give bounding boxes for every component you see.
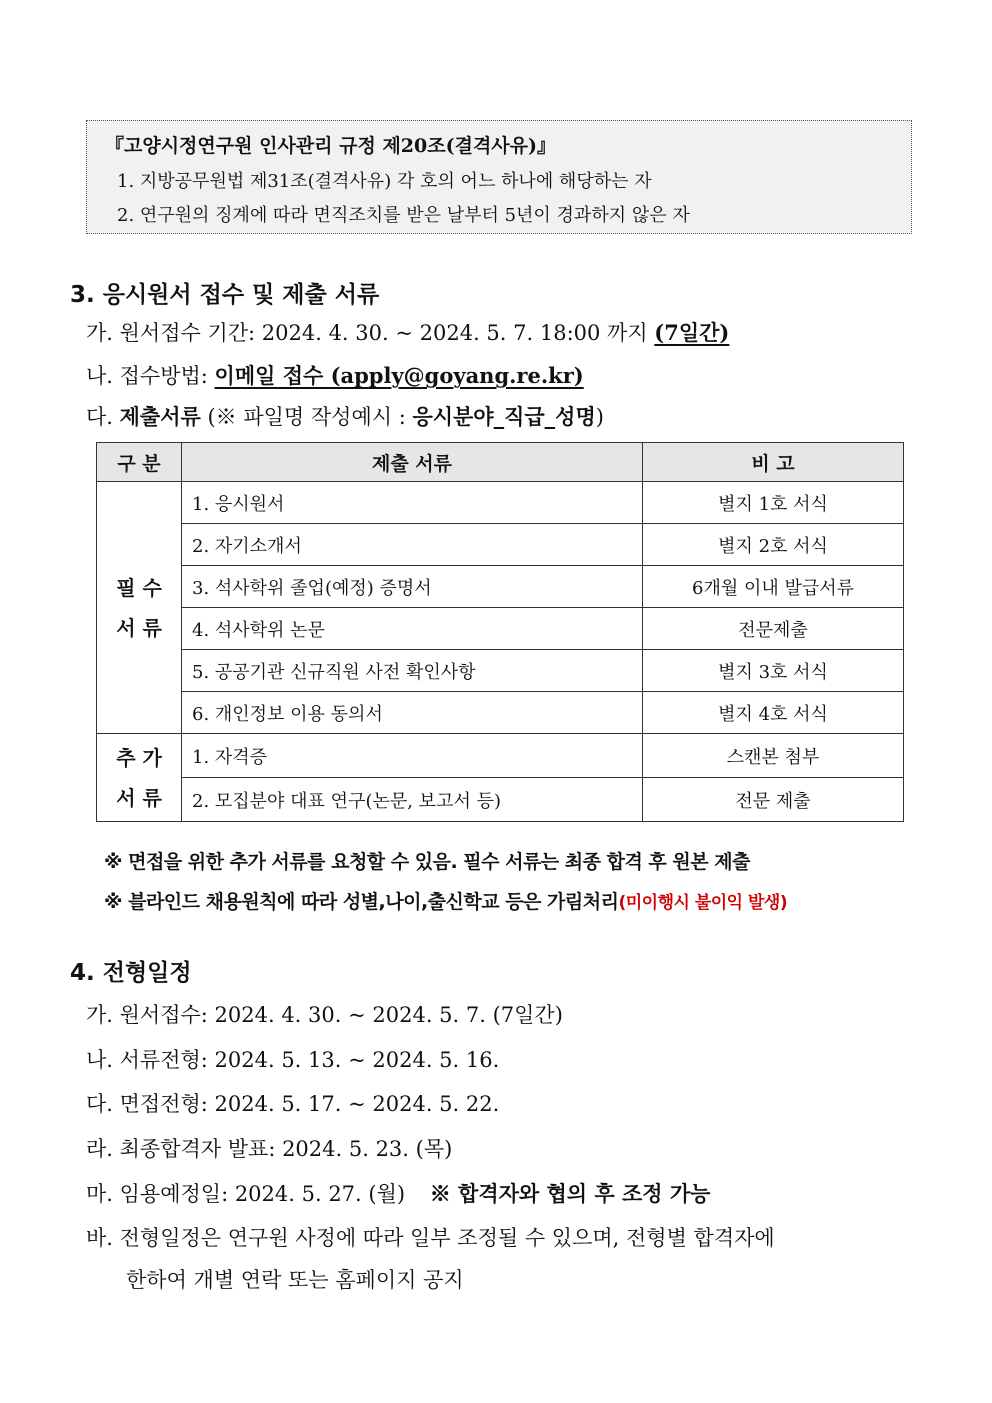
table-row [97,778,904,822]
schedule-item: 나. 서류전형: 2024. 5. 13. ~ 2024. 5. 16. [86,1048,500,1072]
rule-item-1: 1. 지방공무원법 제31조(결격사유) 각 호의 어느 하나에 해당하는 자 [117,171,652,192]
note-cell: 스캔본 첨부 [643,734,904,778]
rule-item-2: 2. 연구원의 징계에 따라 면직조치를 받은 날부터 5년이 경과하지 않은 자 [117,205,690,226]
section3-heading: 3. 응시원서 접수 및 제출 서류 [70,282,380,308]
required-category [97,482,182,734]
doc-cell: 4. 석사학위 논문 [182,608,643,650]
table-row [97,650,904,692]
schedule-note-line-2: 한하여 개별 연락 또는 홈페이지 공지 [126,1268,464,1292]
documents-note-open: (※ 파일명 작성예시 : [200,405,413,429]
table-row [97,692,904,734]
note-cell: 6개월 이내 발급서류 [643,566,904,608]
table-row [97,524,904,566]
doc-cell: 1. 자격증 [182,734,643,778]
notice-blind [104,887,787,914]
application-period-days: (7일간) [654,320,730,345]
table-row [97,566,904,608]
documents-prefix: 다. [86,405,120,429]
schedule-item: 다. 면접전형: 2024. 5. 17. ~ 2024. 5. 22. [86,1092,500,1116]
doc-cell: 6. 개인정보 이용 동의서 [182,692,643,734]
schedule-item: 가. 원서접수: 2024. 4. 30. ~ 2024. 5. 7. (7일간) [86,1003,563,1027]
note-cell: 전문제출 [643,608,904,650]
documents-line [86,401,604,431]
additional-label-2: 서 류 [116,785,162,810]
application-email: 이메일 접수 (apply@goyang.re.kr) [214,363,584,388]
table-header-row [97,443,904,482]
note-cell: 별지 1호 서식 [643,482,904,524]
note-cell: 별지 3호 서식 [643,650,904,692]
header-note: 비 고 [643,443,904,482]
documents-note-close: ) [595,405,604,429]
documents-table [96,442,904,822]
header-category: 구 분 [97,443,182,482]
application-period-text: 가. 원서접수 기간: 2024. 4. 30. ~ 2024. 5. 7. 18:00 까지 [86,321,655,345]
section4-heading: 4. 전형일정 [70,960,192,986]
documents-example: 응시분야_직급_성명 [412,404,596,429]
additional-label-1: 추 가 [116,745,162,770]
schedule-item: 라. 최종합격자 발표: 2024. 5. 23. (목) [86,1137,453,1161]
appointment-line [86,1178,710,1208]
note-cell: 별지 2호 서식 [643,524,904,566]
required-label-2: 서 류 [116,615,162,640]
application-method [86,360,584,390]
note-cell: 별지 4호 서식 [643,692,904,734]
appointment-note: ※ 합격자와 협의 후 조정 가능 [429,1181,711,1206]
doc-cell: 2. 자기소개서 [182,524,643,566]
required-label-1: 필 수 [116,575,162,600]
notice-interview: ※ 면접을 위한 추가 서류를 요청할 수 있음. 필수 서류는 최종 합격 후 원본 제출 [104,851,750,873]
application-method-label: 나. 접수방법: [86,364,215,388]
doc-cell: 5. 공공기관 신규직원 사전 확인사항 [182,650,643,692]
note-cell: 전문 제출 [643,778,904,822]
doc-cell: 2. 모집분야 대표 연구(논문, 보고서 등) [182,778,643,822]
table-row [97,734,904,778]
header-documents: 제출 서류 [182,443,643,482]
rule-title: 『고양시정연구원 인사관리 규정 제20조(결격사유)』 [105,135,556,157]
appointment-date: 마. 임용예정일: 2024. 5. 27. (월) [86,1182,412,1206]
application-period [86,317,729,347]
table-row [97,608,904,650]
table-row [97,482,904,524]
doc-cell: 1. 응시원서 [182,482,643,524]
rule-box [86,120,912,234]
notice-blind-text: ※ 블라인드 채용원칙에 따라 성별,나이,출신학교 등은 가림처리 [104,891,619,913]
additional-category [97,734,182,822]
notice-blind-warning: (미이행시 불이익 발생) [618,893,788,913]
doc-cell: 3. 석사학위 졸업(예정) 증명서 [182,566,643,608]
schedule-note-line-1: 바. 전형일정은 연구원 사정에 따라 일부 조정될 수 있으며, 전형별 합격자에 [86,1226,775,1250]
documents-label: 제출서류 [119,404,201,429]
